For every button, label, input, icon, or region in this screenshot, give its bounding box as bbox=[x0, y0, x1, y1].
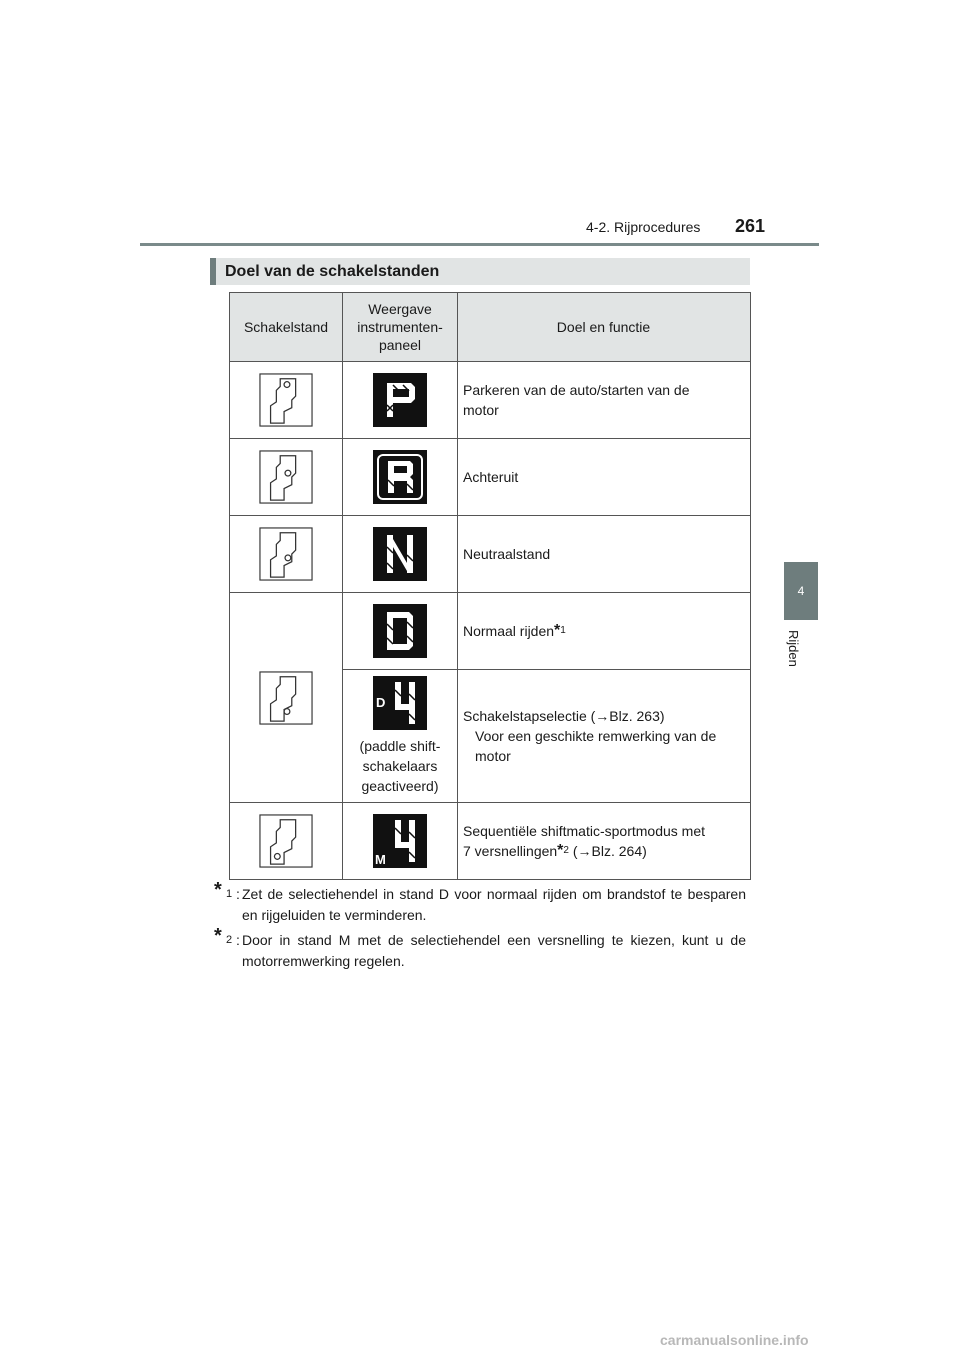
chapter-tab: 4 bbox=[784, 562, 818, 620]
footnote-number: 2 bbox=[226, 934, 233, 946]
table-row bbox=[230, 593, 751, 670]
footnote-text: Door in stand M met de selectiehendel een versnelling te kiezen, kunt u de motorremwerking regelen. bbox=[242, 932, 746, 969]
table-header-row bbox=[230, 293, 751, 362]
footnote-number: 1 bbox=[226, 888, 233, 900]
indicator-p-icon bbox=[373, 373, 427, 427]
footnote-marker: * bbox=[554, 622, 561, 639]
badge-d: D bbox=[376, 695, 386, 710]
header-divider bbox=[140, 243, 819, 246]
function-cell bbox=[458, 362, 751, 439]
col-header-display bbox=[343, 293, 458, 362]
function-cell bbox=[458, 593, 751, 670]
function-cell bbox=[458, 670, 751, 803]
table-row bbox=[230, 803, 751, 880]
badge-m: M bbox=[375, 852, 386, 867]
indicator-cell bbox=[343, 439, 458, 516]
footnote-star: * bbox=[214, 925, 222, 947]
chapter-label bbox=[781, 630, 821, 680]
shift-gate-cell bbox=[230, 803, 343, 880]
function-text: Schakelstapselectie (→Blz. 263) bbox=[463, 708, 665, 724]
paddle-note-line: geactiveerd) bbox=[361, 778, 439, 794]
paddle-note bbox=[344, 736, 456, 796]
paddle-note-line: (paddle shift- bbox=[359, 738, 441, 754]
indicator-d4-icon bbox=[373, 676, 427, 730]
gear-position-table bbox=[229, 292, 751, 880]
table-row bbox=[230, 516, 751, 593]
indicator-cell bbox=[343, 362, 458, 439]
footnote-star: * bbox=[214, 879, 222, 901]
shift-gate-n-icon bbox=[259, 527, 313, 581]
footnote-colon: : bbox=[236, 932, 240, 948]
col-header-display-line: paneel bbox=[378, 337, 422, 353]
watermark: carmanualsonline.info bbox=[660, 1332, 809, 1348]
col-header-display-line: Weergave bbox=[368, 301, 432, 317]
page-number: 261 bbox=[735, 216, 766, 236]
footnote-2 bbox=[214, 925, 746, 972]
indicator-cell bbox=[343, 516, 458, 593]
shift-gate-cell bbox=[230, 516, 343, 593]
section-heading: Doel van de schakelstanden bbox=[210, 258, 750, 285]
function-cell: Neutraalstand bbox=[458, 516, 751, 593]
function-cell bbox=[458, 803, 751, 880]
function-text: Parkeren van de auto/starten van de bbox=[463, 382, 690, 398]
footnote-ref: 1 bbox=[560, 625, 566, 636]
function-cell: Achteruit bbox=[458, 439, 751, 516]
table-row bbox=[230, 362, 751, 439]
footnote-ref: 2 bbox=[563, 845, 569, 856]
footnote-colon: : bbox=[236, 886, 240, 902]
col-header-position: Schakelstand bbox=[230, 293, 343, 362]
indicator-d-icon bbox=[373, 604, 427, 658]
function-text: (→Blz. 264) bbox=[568, 843, 647, 859]
shift-gate-cell bbox=[230, 362, 343, 439]
shift-gate-p-icon bbox=[259, 373, 313, 427]
footnote-text: Zet de selectiehendel in stand D voor normaal rijden om brandstof te besparen en rijgeluiden te verminderen. bbox=[242, 886, 746, 923]
function-text: Normaal rijden bbox=[463, 623, 555, 639]
indicator-m4-icon bbox=[373, 814, 427, 868]
indicator-r-icon bbox=[373, 450, 427, 504]
paddle-note-line: schakelaars bbox=[362, 758, 438, 774]
shift-gate-cell bbox=[230, 439, 343, 516]
table-row bbox=[230, 439, 751, 516]
footnote-1 bbox=[214, 879, 746, 926]
shift-gate-m-icon bbox=[259, 814, 313, 868]
shift-gate-d-icon bbox=[259, 671, 313, 725]
function-text: motor bbox=[463, 402, 499, 418]
function-text: 7 versnellingen bbox=[463, 843, 558, 859]
indicator-n-icon bbox=[373, 527, 427, 581]
col-header-display-line: instrumenten- bbox=[357, 319, 443, 335]
function-subnote-line: motor bbox=[475, 748, 511, 764]
function-subnote bbox=[463, 726, 740, 766]
indicator-cell bbox=[343, 593, 458, 670]
header-section-title: 4-2. Rijprocedures bbox=[586, 219, 701, 235]
indicator-cell bbox=[343, 803, 458, 880]
shift-gate-cell bbox=[230, 593, 343, 803]
chapter-label-text: Rijden bbox=[786, 630, 801, 667]
function-text: Sequentiële shiftmatic-sportmodus met bbox=[463, 823, 705, 839]
indicator-cell bbox=[343, 670, 458, 803]
footnote-marker: * bbox=[557, 842, 564, 859]
shift-gate-r-icon bbox=[259, 450, 313, 504]
function-subnote-line: Voor een geschikte remwerking van de bbox=[475, 728, 717, 744]
col-header-function: Doel en functie bbox=[458, 293, 751, 362]
